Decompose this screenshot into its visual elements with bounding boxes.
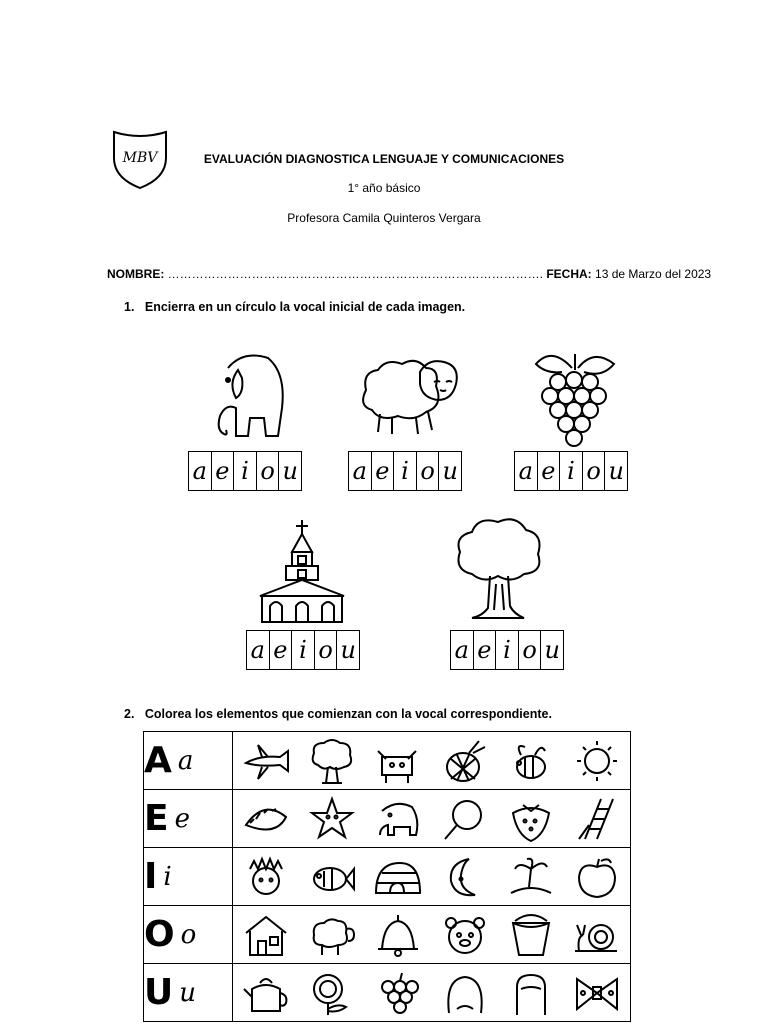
house-icon[interactable]	[240, 911, 292, 959]
church-icon	[256, 518, 348, 624]
question-1-text: Encierra en un círculo la vocal inicial de cada imagen.	[144, 300, 466, 314]
vowel-lowercase: o	[180, 919, 197, 950]
nail-icon[interactable]	[439, 969, 491, 1017]
igloo-icon[interactable]	[372, 853, 424, 901]
bee-icon[interactable]	[505, 737, 557, 785]
icon-cell	[233, 906, 631, 964]
question-2-text: Colorea los elementos que comienzan con la vocal correspondiente.	[144, 707, 552, 721]
vowel-uppercase: U	[144, 972, 174, 1013]
question-2	[124, 707, 552, 721]
vowel-option[interactable]: u	[340, 636, 356, 664]
vowel-letters	[144, 732, 233, 790]
moon-icon[interactable]	[439, 853, 491, 901]
bucket-icon[interactable]	[505, 911, 557, 959]
vowel-option[interactable]: i	[292, 631, 315, 669]
vowel-option[interactable]: i	[560, 452, 583, 490]
tree-icon[interactable]	[306, 737, 358, 785]
vowel-letters	[144, 848, 233, 906]
document-title: EVALUACIÓN DIAGNOSTICA LENGUAJE Y COMUNICACIONES	[203, 152, 565, 166]
sheep-icon	[363, 361, 438, 418]
snail-icon[interactable]	[571, 911, 623, 959]
vowel-uppercase: O	[144, 914, 175, 955]
svg-text:MBV: MBV	[122, 150, 158, 166]
bow-icon[interactable]	[571, 969, 623, 1017]
coloring-table	[143, 731, 631, 1022]
date-label: FECHA:	[543, 267, 592, 281]
icon-cell	[233, 732, 631, 790]
sheep-icon[interactable]	[306, 911, 358, 959]
island-icon[interactable]	[505, 853, 557, 901]
ladder-icon[interactable]	[571, 795, 623, 843]
teacher-label: Profesora Camila Quinteros Vergara	[287, 211, 481, 225]
vowel-option[interactable]: u	[608, 457, 624, 485]
magnifier-icon[interactable]	[439, 795, 491, 843]
vowel-box-church	[246, 630, 360, 670]
vowel-option[interactable]: e	[474, 631, 497, 669]
vowel-option[interactable]: i	[234, 452, 257, 490]
bell-icon[interactable]	[372, 911, 424, 959]
vowel-row-o	[144, 906, 631, 964]
question-1-number: 1.	[124, 300, 135, 314]
vowel-letters	[144, 906, 233, 964]
fish-icon[interactable]	[306, 853, 358, 901]
vowel-option[interactable]: o	[519, 631, 542, 669]
date-value: 13 de Marzo del 2023	[591, 267, 712, 281]
icon-cell	[233, 848, 631, 906]
vowel-row-u	[144, 964, 631, 1022]
vowel-row-a	[144, 732, 631, 790]
question-1	[124, 300, 465, 314]
tree-icon	[452, 514, 544, 620]
grapes-icon[interactable]	[372, 969, 424, 1017]
vowel-option[interactable]: e	[372, 452, 395, 490]
vowel-option[interactable]: e	[538, 452, 561, 490]
vowel-row-i	[144, 848, 631, 906]
vowel-option[interactable]: o	[583, 452, 606, 490]
vowel-uppercase: E	[144, 798, 169, 839]
vowel-option[interactable]: o	[315, 631, 338, 669]
sun-icon[interactable]	[571, 737, 623, 785]
vowel-option[interactable]: e	[270, 631, 293, 669]
pineapple-icon[interactable]	[439, 737, 491, 785]
vowel-box-tree	[450, 630, 564, 670]
name-date-row	[107, 267, 711, 281]
vowel-option[interactable]: i	[496, 631, 519, 669]
icon-cell	[233, 790, 631, 848]
cow-icon[interactable]	[372, 737, 424, 785]
vowel-option[interactable]: a	[515, 452, 538, 490]
vowel-option[interactable]: a	[247, 631, 270, 669]
grapes-icon	[532, 344, 618, 448]
vowel-letters	[144, 964, 233, 1022]
vowel-option[interactable]: i	[394, 452, 417, 490]
finger-icon[interactable]	[505, 969, 557, 1017]
vowel-row-e	[144, 790, 631, 848]
bear-icon[interactable]	[439, 911, 491, 959]
name-label: NOMBRE:	[107, 267, 168, 281]
vowel-lowercase: i	[163, 861, 172, 892]
question-2-number: 2.	[124, 707, 135, 721]
vowel-uppercase: A	[144, 740, 172, 781]
teapot-icon[interactable]	[240, 969, 292, 1017]
vowel-option[interactable]: a	[451, 631, 474, 669]
vowel-lowercase: a	[177, 745, 194, 776]
strawberry-icon[interactable]	[505, 795, 557, 843]
vowel-option[interactable]: a	[189, 452, 212, 490]
elephant-icon	[198, 348, 288, 440]
vowel-option[interactable]: o	[417, 452, 440, 490]
vowel-option[interactable]: u	[544, 636, 560, 664]
indian-girl-icon[interactable]	[240, 853, 292, 901]
empanada-icon[interactable]	[240, 795, 292, 843]
vowel-box-elephant	[188, 451, 302, 491]
apple-icon[interactable]	[571, 853, 623, 901]
vowel-option[interactable]: o	[257, 452, 280, 490]
sunflower-icon[interactable]	[306, 969, 358, 1017]
grade-label: 1° año básico	[347, 181, 421, 195]
vowel-option[interactable]: u	[442, 457, 458, 485]
vowel-option[interactable]: e	[212, 452, 235, 490]
vowel-lowercase: u	[179, 977, 196, 1008]
name-blank[interactable]: ………………………………………………………………………………….	[167, 267, 544, 281]
vowel-box-grapes	[514, 451, 628, 491]
vowel-option[interactable]: u	[282, 457, 298, 485]
star-icon[interactable]	[306, 795, 358, 843]
vowel-uppercase: I	[144, 856, 158, 897]
vowel-letters	[144, 790, 233, 848]
vowel-box-sheep	[348, 451, 462, 491]
airplane-icon[interactable]	[240, 737, 292, 785]
vowel-option[interactable]: a	[349, 452, 372, 490]
elephant-icon[interactable]	[372, 795, 424, 843]
icon-cell	[233, 964, 631, 1022]
vowel-lowercase: e	[174, 803, 190, 834]
